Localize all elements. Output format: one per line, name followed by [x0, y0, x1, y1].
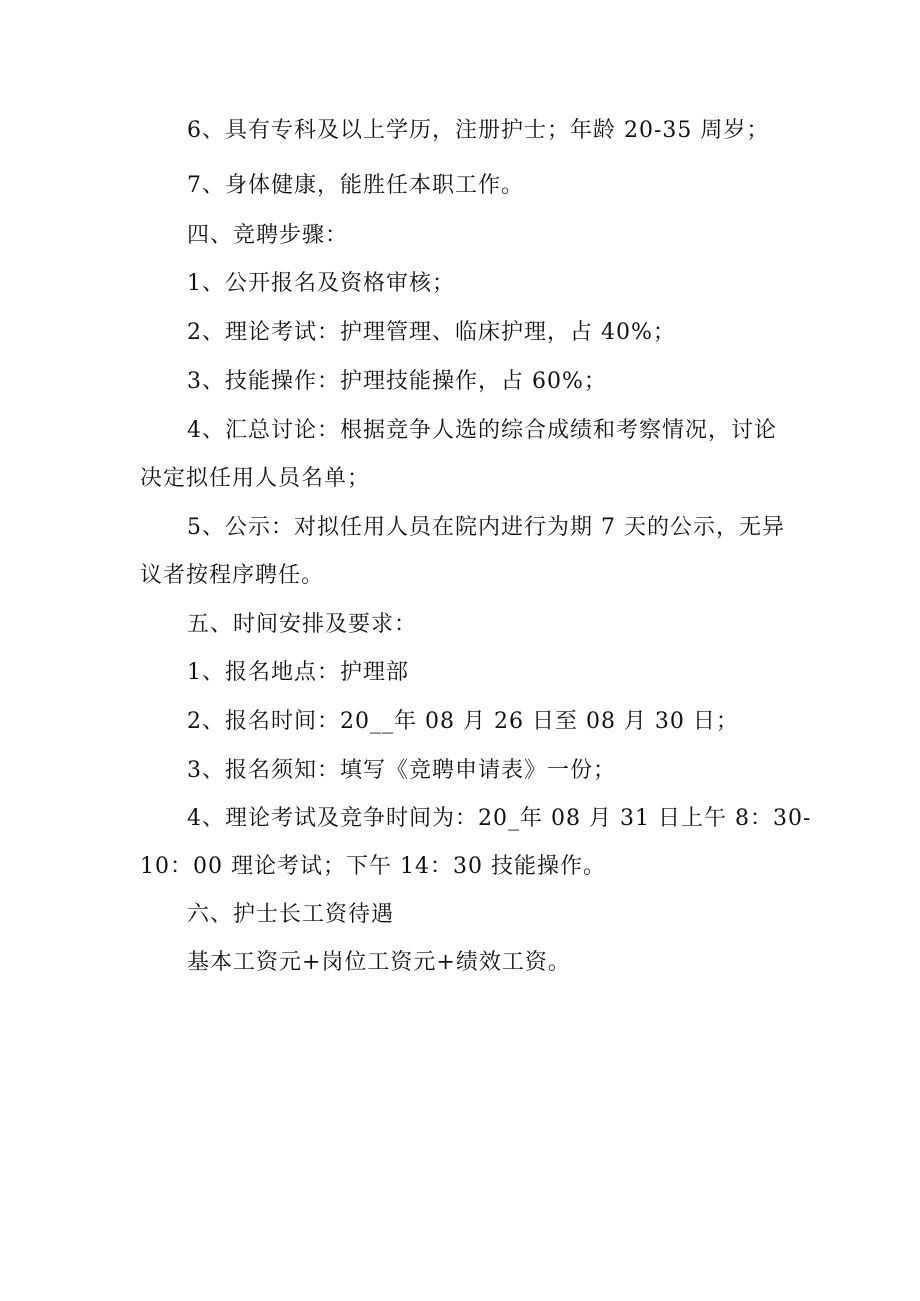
- schedule-4-line-2: 10：00 理论考试；下午 14：30 技能操作。: [140, 854, 606, 879]
- step-3: 3、技能操作：护理技能操作，占 60%；: [187, 369, 607, 394]
- schedule-2: 2、报名时间：20__年 08 月 26 日至 08 月 30 日；: [187, 709, 739, 734]
- section-heading-steps: 四、竞聘步骤：: [187, 223, 349, 248]
- step-4-line-2: 决定拟任用人员名单；: [140, 466, 371, 491]
- section-heading-schedule: 五、时间安排及要求：: [187, 612, 418, 637]
- schedule-3: 3、报名须知：填写《竞聘申请表》一份；: [187, 758, 616, 783]
- step-2: 2、理论考试：护理管理、临床护理，占 40%；: [187, 320, 676, 345]
- section-heading-salary: 六、护士长工资待遇: [187, 902, 395, 927]
- step-5-line-2: 议者按程序聘任。: [140, 563, 325, 588]
- step-5-line-1: 5、公示：对拟任用人员在院内进行为期 7 天的公示，无异: [187, 515, 785, 540]
- requirement-7: 7、身体健康，能胜任本职工作。: [187, 173, 524, 198]
- requirement-6: 6、具有专科及以上学历，注册护士；年龄 20-35 周岁；: [187, 118, 770, 143]
- schedule-1: 1、报名地点：护理部: [187, 660, 409, 685]
- step-4-line-1: 4、汇总讨论：根据竞争人选的综合成绩和考察情况，讨论: [187, 418, 777, 443]
- salary-detail: 基本工资元+岗位工资元+绩效工资。: [187, 950, 571, 975]
- step-1: 1、公开报名及资格审核；: [187, 271, 455, 296]
- schedule-4-line-1: 4、理论考试及竞争时间为：20_年 08 月 31 日上午 8：30-: [187, 806, 812, 831]
